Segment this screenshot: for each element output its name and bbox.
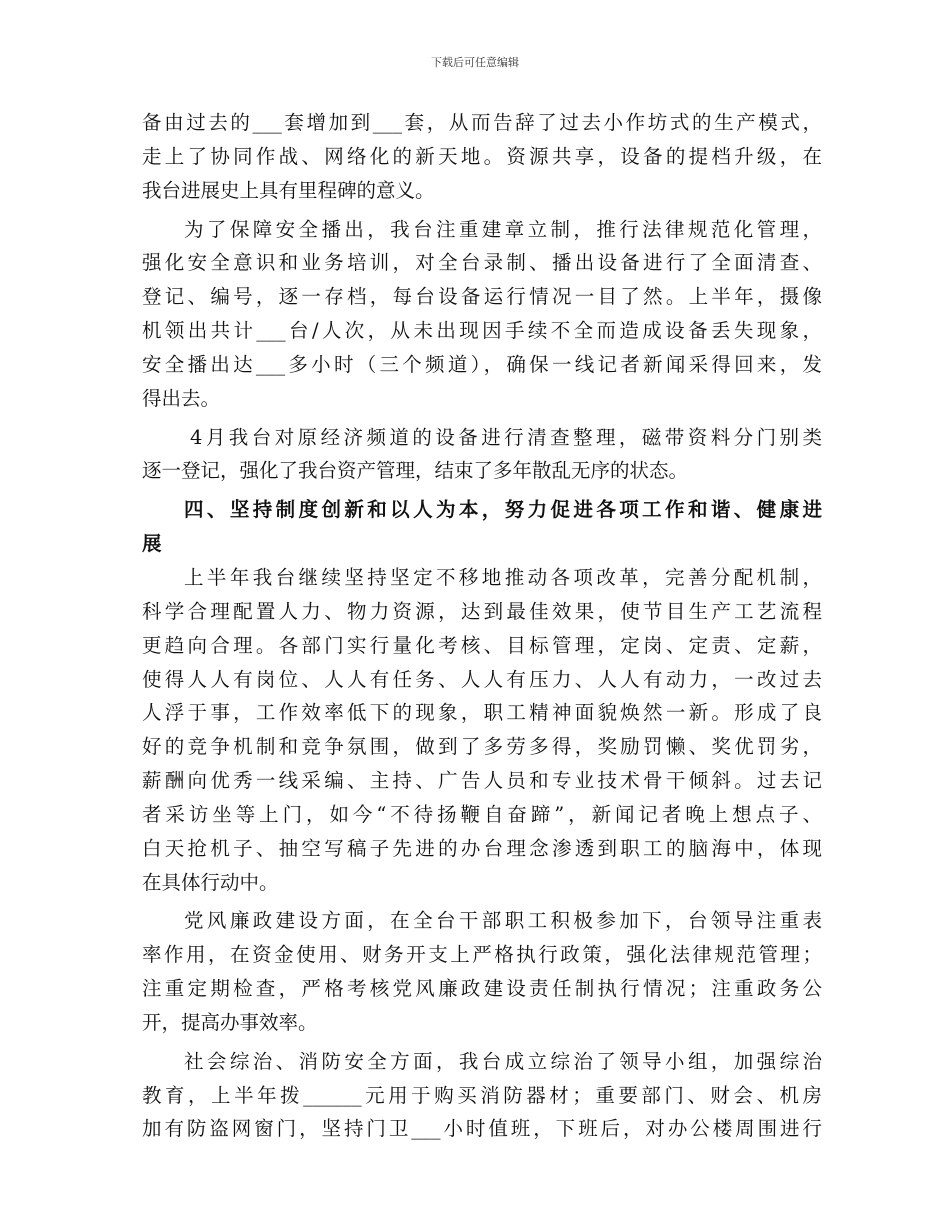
paragraph-line: 机领出共计___台/人次，从未出现因手续不全而造成设备丢失现象， (142, 319, 822, 343)
paragraph-line: 更趋向合理。各部门实行量化考核、目标管理，定岗、定责、定薪， (142, 633, 822, 657)
paragraph-line: 备由过去的___套增加到___套，从而告辞了过去小作坊式的生产模式， (142, 111, 822, 134)
paragraph-line: 我台进展史上具有里程碑的意义。 (142, 178, 435, 202)
paragraph-line: 上半年我台继续坚持坚定不移地推动各项改革，完善分配机制， (184, 565, 822, 589)
page-header: 下载后可任意编辑 (431, 56, 519, 69)
paragraph-line: 走上了协同作战、网络化的新天地。资源共享，设备的提档升级，在 (142, 144, 822, 168)
paragraph-line: 白天抢机子、抽空写稿子先进的办台理念渗透到职工的脑海中，体现 (142, 836, 822, 860)
paragraph-line: 使得人人有岗位、人人有任务、人人有压力、人人有动力，一改过去 (142, 667, 822, 691)
paragraph-line: 教育，上半年拨______元用于购买消防器材；重要部门、财会、机房 (142, 1083, 822, 1107)
paragraph-line: 薪酬向优秀一线采编、主持、广告人员和专业技术骨干倾斜。过去记 (142, 769, 822, 793)
section-heading: 四、坚持制度创新和以人为本，努力促进各项工作和谐、健康进 (184, 498, 822, 522)
paragraph-line: 者采访坐等上门，如今“不待扬鞭自奋蹄”，新闻记者晚上想点子、 (142, 802, 822, 826)
paragraph-line: 4月我台对原经济频道的设备进行清查整理，磁带资料分门别类 (190, 425, 822, 449)
paragraph-line: 得出去。 (142, 386, 221, 410)
paragraph-line: 科学合理配置人力、物力资源，达到最佳效果，使节目生产工艺流程 (142, 599, 822, 623)
paragraph-line: 社会综治、消防安全方面，我台成立综治了领导小组，加强综治 (184, 1049, 822, 1073)
paragraph-line: 为了保障安全播出，我台注重建章立制，推行法律规范化管理， (184, 217, 822, 241)
paragraph-line: 开，提高办事效率。 (142, 1010, 318, 1034)
section-heading: 展 (142, 532, 162, 556)
paragraph-line: 党风廉政建设方面，在全台干部职工积极参加下，台领导注重表 (184, 909, 822, 933)
paragraph-line: 注重定期检查，严格考核党风廉政建设责任制执行情况；注重政务公 (142, 977, 822, 1001)
paragraph-line: 加有防盗网窗门，坚持门卫___小时值班，下班后，对办公楼周围进行 (142, 1117, 822, 1141)
paragraph-line: 好的竞争机制和竞争氛围，做到了多劳多得，奖励罚懒、奖优罚劣， (142, 735, 822, 759)
paragraph-line: 在具体行动中。 (142, 870, 279, 894)
paragraph-line: 强化安全意识和业务培训，对全台录制、播出设备进行了全面清查、 (142, 251, 822, 275)
document-body (142, 106, 822, 1146)
paragraph-line: 率作用，在资金使用、财务开支上严格执行政策，强化法律规范管理； (142, 943, 822, 967)
paragraph-line: 人浮于事，工作效率低下的现象，职工精神面貌焕然一新。形成了良 (142, 701, 822, 725)
paragraph-line: 安全播出达___多小时（三个频道），确保一线记者新闻采得回来，发 (142, 352, 822, 376)
paragraph-line: 逐一登记，强化了我台资产管理，结束了多年散乱无序的状态。 (142, 459, 689, 483)
paragraph-line: 登记、编号，逐一存档，每台设备运行情况一目了然。上半年，摄像 (142, 285, 822, 309)
